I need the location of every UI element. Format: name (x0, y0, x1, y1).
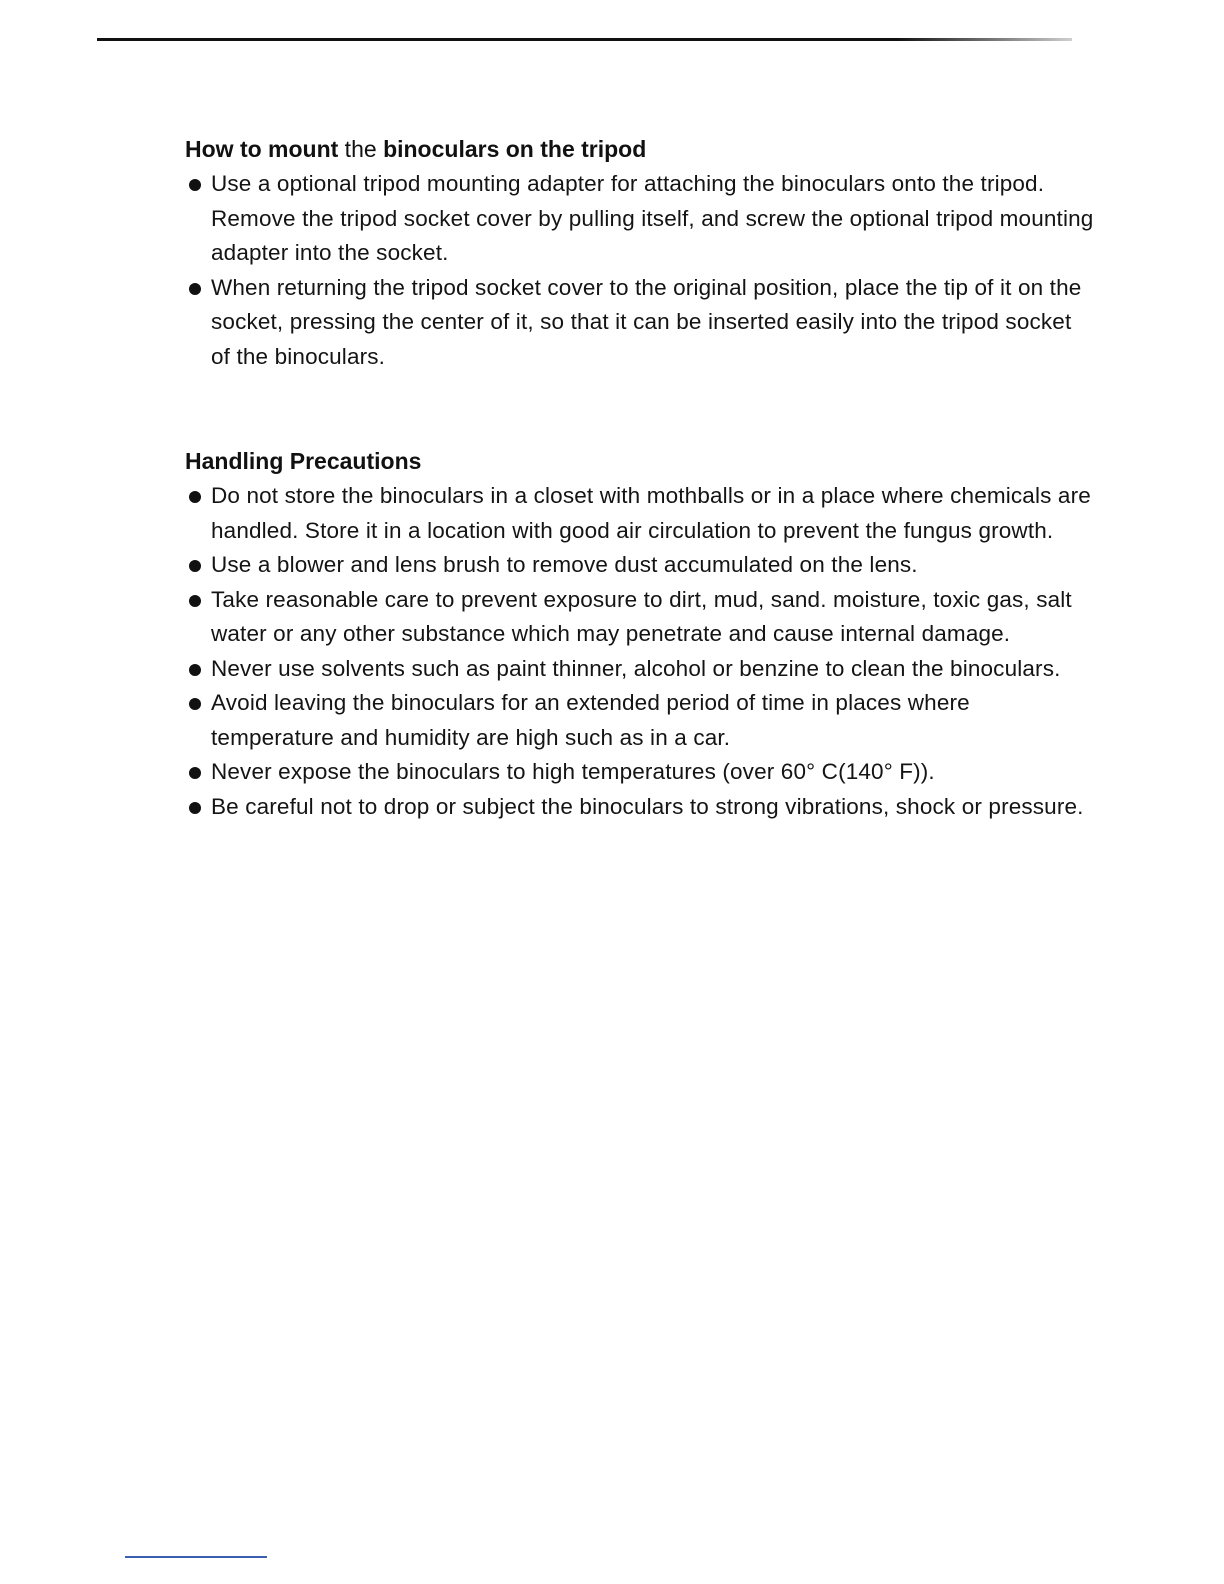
list-item (185, 479, 1095, 548)
list-item-text: Take reasonable care to prevent exposure to dirt, mud, sand. moisture, toxic gas, salt water or any other substance which may penetrate and cause internal damage. (211, 586, 1072, 646)
bullet-icon (189, 767, 201, 779)
list-item (185, 686, 1095, 755)
top-rule (97, 38, 1072, 41)
section-tripod-mounting (185, 134, 1095, 374)
list-item-text: Do not store the binoculars in a closet with mothballs or in a place where chemicals are handled. Store it in a location with good air circulation to prevent the fungus growth. (211, 483, 1091, 543)
bullet-icon (189, 595, 201, 607)
section-heading (185, 134, 1095, 164)
list-item-text: Be careful not to drop or subject the binoculars to strong vibrations, shock or pressure. (211, 793, 1084, 819)
bullet-icon (189, 283, 201, 295)
heading-part-a: How to mount (185, 136, 339, 162)
list-item-line: Use a optional tripod mounting adapter for attaching the binoculars onto the tripod. (211, 171, 1045, 196)
list-item-text: Use a blower and lens brush to remove dust accumulated on the lens. (211, 552, 918, 577)
list-item (185, 790, 1095, 825)
list-item (185, 652, 1095, 687)
list-item (185, 583, 1095, 652)
bottom-rule (125, 1556, 267, 1558)
bullet-icon (189, 491, 201, 503)
section-handling-precautions (185, 446, 1095, 824)
list-item-text: Never expose the binoculars to high temperatures (over 60° C(140° F)). (211, 759, 935, 784)
list-item (185, 755, 1095, 790)
bullet-icon (189, 664, 201, 676)
bullet-list (185, 479, 1095, 824)
list-item-text (211, 167, 1095, 271)
section-heading: Handling Precautions (185, 448, 422, 474)
bullet-icon (189, 698, 201, 710)
list-item (185, 167, 1095, 271)
list-item-line: When returning the tripod socket cover to the original position, place the tip of it on the socket, pressing the center of it, so that it can be inserted easily into the tripod socket of the binoculars. (211, 274, 1082, 369)
list-item-text: Never use solvents such as paint thinner, alcohol or benzine to clean the binoculars. (211, 655, 1061, 681)
bullet-icon (189, 560, 201, 572)
list-item-line: Remove the tripod socket cover by pulling itself, and screw the optional tripod mounting adapter into the socket. (211, 205, 1094, 265)
heading-part-b: the (338, 136, 384, 162)
list-item (185, 271, 1095, 375)
list-item-text (211, 271, 1095, 375)
list-item-text: Avoid leaving the binoculars for an extended period of time in places where temperature and humidity are high such as in a car. (211, 690, 970, 750)
bullet-icon (189, 179, 201, 191)
heading-part-c: binoculars on the tripod (383, 136, 647, 162)
list-item (185, 548, 1095, 583)
bullet-icon (189, 802, 201, 814)
bullet-list (185, 167, 1095, 374)
